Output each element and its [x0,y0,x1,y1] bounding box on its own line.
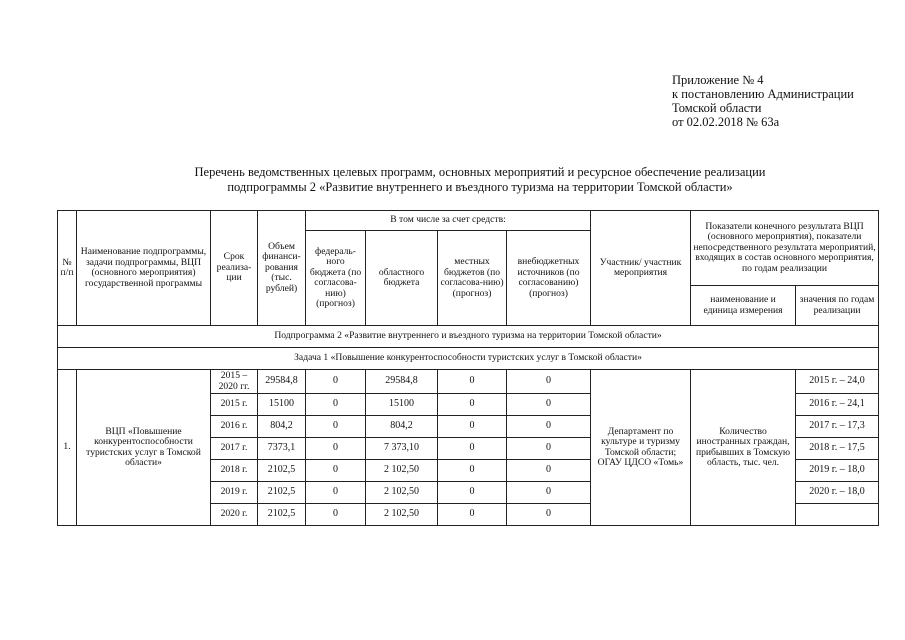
cell-indicator-value: 2018 г. – 17,5 [796,438,879,460]
cell-extra: 0 [507,482,591,504]
cell-volume: 804,2 [258,416,306,438]
cell-volume: 2102,5 [258,482,306,504]
cell-local: 0 [438,438,507,460]
item-name: ВЦП «Повышение конкурентоспособности туристских услуг в Томской области» [77,370,211,526]
cell-federal: 0 [306,504,366,526]
cell-federal: 0 [306,482,366,504]
cell-federal: 0 [306,370,366,394]
appendix-line-3: Томской области [672,101,762,115]
document-title [40,165,905,195]
header-name: Наименование подпрограммы, задачи подпрограммы, ВЦП (основного мероприятия) государственной программы [77,211,211,326]
cell-volume: 2102,5 [258,504,306,526]
cell-federal: 0 [306,438,366,460]
cell-extra: 0 [507,460,591,482]
cell-extra: 0 [507,416,591,438]
task-row: Задача 1 «Повышение конкурентоспособности туристских услуг в Томской области» [58,348,879,370]
cell-term: 2015 г. [211,394,258,416]
cell-regional: 15100 [366,394,438,416]
cell-regional: 2 102,50 [366,504,438,526]
programs-table [57,210,879,526]
cell-local: 0 [438,416,507,438]
title-line-1: Перечень ведомственных целевых программ, основных мероприятий и ресурсное обеспечение реализации [194,165,766,179]
appendix-line-1: Приложение № 4 [672,73,764,87]
header-including: В том числе за счет средств: [306,211,591,231]
cell-extra: 0 [507,438,591,460]
cell-local: 0 [438,370,507,394]
table-row [58,370,879,394]
cell-federal: 0 [306,394,366,416]
appendix-block [672,73,872,129]
cell-local: 0 [438,394,507,416]
cell-extra: 0 [507,504,591,526]
appendix-line-4: от 02.02.2018 № 63а [672,115,780,129]
cell-term: 2018 г. [211,460,258,482]
cell-regional: 804,2 [366,416,438,438]
cell-federal: 0 [306,416,366,438]
cell-volume: 29584,8 [258,370,306,394]
cell-regional: 2 102,50 [366,482,438,504]
header-participant: Участник/ участник мероприятия [591,211,691,326]
cell-volume: 2102,5 [258,460,306,482]
cell-indicator-value: 2016 г. – 24,1 [796,394,879,416]
item-participant: Департамент по культуре и туризму Томской области; ОГАУ ЦДСО «Томь» [591,370,691,526]
subprogram-row: Подпрограмма 2 «Развитие внутреннего и въездного туризма на территории Томской области» [58,326,879,348]
header-term: Срок реализа-ции [211,211,258,326]
appendix-line-2: к постановлению Администрации [672,87,854,101]
cell-federal: 0 [306,460,366,482]
cell-indicator-value: 2017 г. – 17,3 [796,416,879,438]
header-volume: Объем финанси-рования (тыс. рублей) [258,211,306,326]
cell-term: 2019 г. [211,482,258,504]
cell-extra: 0 [507,394,591,416]
cell-indicator-value [796,504,879,526]
cell-extra: 0 [507,370,591,394]
cell-term: 2020 г. [211,504,258,526]
cell-regional: 29584,8 [366,370,438,394]
header-federal: федераль-ного бюджета (по согласова-нию) (прогноз) [306,231,366,326]
title-line-2: подпрограммы 2 «Развитие внутреннего и въездного туризма на территории Томской области» [227,180,733,194]
cell-volume: 7373,1 [258,438,306,460]
cell-volume: 15100 [258,394,306,416]
cell-local: 0 [438,482,507,504]
header-num: № п/п [58,211,77,326]
cell-regional: 7 373,10 [366,438,438,460]
cell-regional: 2 102,50 [366,460,438,482]
cell-term: 2017 г. [211,438,258,460]
item-indicator: Количество иностранных граждан, прибывших в Томскую область, тыс. чел. [691,370,796,526]
cell-term: 2016 г. [211,416,258,438]
item-num: 1. [58,370,77,526]
cell-indicator-value: 2020 г. – 18,0 [796,482,879,504]
cell-indicator-value: 2015 г. – 24,0 [796,370,879,394]
header-indicator-name: наименование и единица измерения [691,286,796,326]
header-extra: внебюджетных источников (по согласованию) (прогноз) [507,231,591,326]
header-indicator-values: значения по годам реализации [796,286,879,326]
cell-term: 2015 – 2020 гг. [211,370,258,394]
cell-local: 0 [438,460,507,482]
header-local: местных бюджетов (по согласова-нию) (прогноз) [438,231,507,326]
cell-indicator-value: 2019 г. – 18,0 [796,460,879,482]
header-indicators: Показатели конечного результата ВЦП (основного мероприятия), показатели непосредственного результата мероприятий, входящих в состав основного мероприятия, по годам реализации [691,211,879,286]
header-regional: областного бюджета [366,231,438,326]
cell-local: 0 [438,504,507,526]
